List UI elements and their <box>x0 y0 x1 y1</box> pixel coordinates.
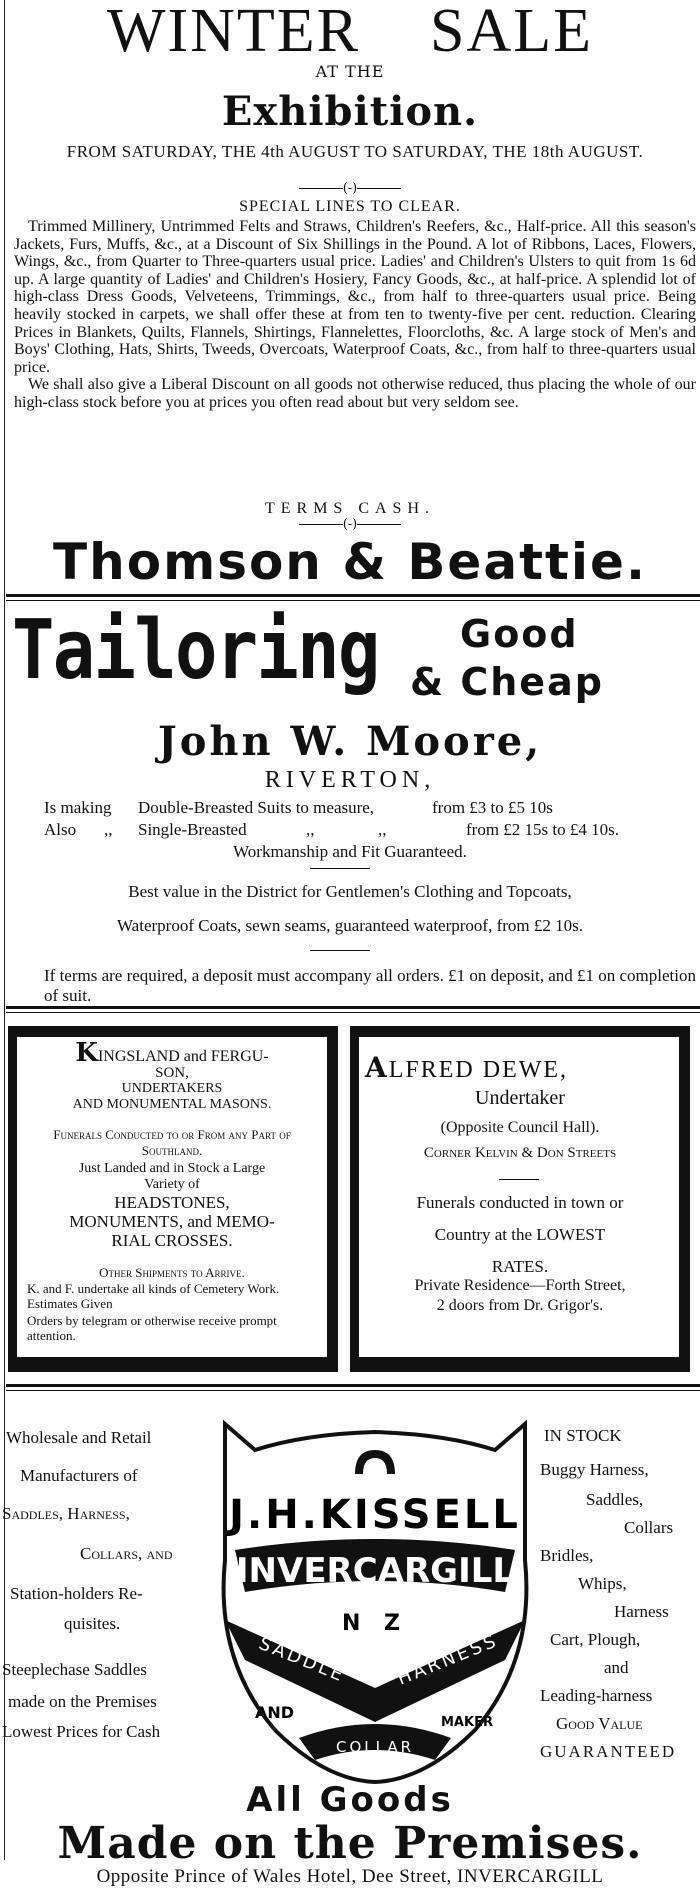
section-rule <box>6 1384 700 1391</box>
dewe-funerals-1: Funerals conducted in town or <box>416 1193 624 1212</box>
tailor-name: John W. Moore, <box>157 718 543 765</box>
divider <box>0 518 700 532</box>
section-rule <box>6 594 700 601</box>
kissell-right-3: Collars <box>624 1518 674 1537</box>
shield-nz: N Z <box>341 1611 409 1636</box>
row2-ditto: ,, <box>306 820 315 839</box>
exhibition-heading: Exhibition. <box>221 88 479 135</box>
kissell-right-6: Harness <box>614 1602 669 1621</box>
kissell-left-3: Collars, and <box>80 1544 173 1563</box>
kissell-left-8: Lowest Prices for Cash <box>2 1722 161 1741</box>
kingsland-undertakers: UNDERTAKERS <box>121 1081 223 1096</box>
kissell-left-0: Wholesale and Retail <box>6 1428 152 1447</box>
kissell-left-6: Steeplechase Saddles <box>2 1660 147 1679</box>
good-label: Good <box>460 612 579 656</box>
row2-ditto: ,, <box>104 820 113 839</box>
dewe-rates: RATES. <box>491 1257 549 1276</box>
short-rule <box>310 950 370 951</box>
dewe-doors: 2 doors from Dr. Grigor's. <box>436 1297 604 1314</box>
kissell-right-8: and <box>604 1658 629 1677</box>
best-value-line-2: Waterproof Coats, sewn seams, guaranteed waterproof, from £2 10s. <box>117 916 583 935</box>
kissell-address: Opposite Prince of Wales Hotel, Dee Street, INVERCARGILL <box>96 1866 604 1887</box>
shield-maker: MAKER <box>441 1715 493 1730</box>
row1-price: from £3 to £5 10s <box>432 798 553 817</box>
kissell-left-4: Station-holders Re- <box>10 1584 143 1603</box>
dewe-funerals-2: Country at the LOWEST <box>434 1225 606 1244</box>
kissell-left-2: Saddles, Harness, <box>2 1504 130 1523</box>
best-value-line-1: Best value in the District for Gentlemen's Clothing and Topcoats, <box>128 882 572 901</box>
kissell-left-1: Manufacturers of <box>20 1466 138 1485</box>
kissell-left-7: made on the Premises <box>8 1692 157 1711</box>
kingsland-headstones: HEADSTONES, <box>114 1193 230 1212</box>
row2-price: from £2 15s to £4 10s. <box>466 820 619 839</box>
sale-body-text: Trimmed Millinery, Untrimmed Felts and Straws, Children's Reefers, &c., Half-price. All this season's Jackets, Furs, Muffs, &c., at a Discount of Six Shillings in the Pound. A lot of Ribbons, Laces, Flowers, Wings, &c., from Quarter to Three-quarters usual price. Ladies' and Children's Ulsters to quit from 1s 6d up. A large quantity of Ladies' and Children's Hosiery, Fancy Goods, &c., at half-price. A splendid lot of high-class Dress Goods, Velveteens, Trimmings, &c., from half to three-quarters usual price. Being heavily stocked in carpets, we shall offer these at from ten to twenty-five per cent. reduction. Clearing Prices in Blankets, Quilts, Flannels, Shirtings, Flannelettes, Floorcloths, &c. A large stock of Men's and Boys' Clothing, Hats, Shirts, Tweeds, Overcoats, Waterproof Coats, &c., from half to three-quarters usual price. <box>14 218 696 376</box>
shield-town: INVERCARGILL <box>235 1551 515 1591</box>
kingsland-line2: SON, <box>155 1065 189 1081</box>
sale-title-winter: WINTER <box>106 0 361 65</box>
kingsland-other: Other Shipments to Arrive. <box>99 1265 245 1280</box>
kingsland-line1: INGSLAND and FERGU- <box>97 1048 269 1065</box>
shield-collar: COLLAR <box>335 1738 415 1756</box>
tailoring-heading: Tailoring <box>12 603 379 698</box>
divider-mark: (-) <box>342 517 358 532</box>
divider-mark: (-) <box>342 181 358 196</box>
kissell-right-11: GUARANTEED <box>540 1742 677 1761</box>
section-rule <box>6 1006 700 1013</box>
kissell-right-4: Bridles, <box>540 1546 594 1565</box>
kissell-right-10: Good Value <box>556 1714 643 1733</box>
kingsland-cemetery: K. and F. undertake all kinds of Cemetery Work. Estimates Given <box>27 1281 280 1311</box>
row2-label: Also <box>44 820 77 839</box>
dewe-name: LFRED DEWE, <box>388 1057 569 1083</box>
tailor-town: RIVERTON, <box>264 767 436 793</box>
kingsland-box <box>16 1036 328 1358</box>
terms-cash: TERMS CASH. <box>264 500 436 517</box>
row2-item: Single-Breasted <box>138 820 247 839</box>
firm-name: Thomson & Beattie. <box>53 533 647 591</box>
kissell-right-0: IN STOCK <box>544 1426 622 1445</box>
dewe-heading <box>365 1051 675 1084</box>
kissell-right-2: Saddles, <box>586 1490 644 1509</box>
row2-ditto: ,, <box>378 820 387 839</box>
shield-name: J.H.KISSELL <box>229 1492 521 1538</box>
kissell-right-9: Leading-harness <box>540 1686 653 1705</box>
kissell-right-7: Cart, Plough, <box>550 1630 641 1649</box>
shield-saddle: SADDLE <box>255 1633 349 1687</box>
special-lines-heading: SPECIAL LINES TO CLEAR. <box>239 198 461 215</box>
dewe-corner: Corner Kelvin & Don Streets <box>423 1145 617 1161</box>
at-the-label: AT THE <box>315 62 385 81</box>
sale-body <box>14 218 696 412</box>
kingsland-initial: K <box>75 1038 98 1068</box>
row1-label: Is making <box>44 798 112 817</box>
dewe-box <box>358 1036 680 1358</box>
kingsland-variety: Variety of <box>144 1177 200 1192</box>
deposit-terms: If terms are required, a deposit must accompany all orders. £1 on deposit, and £1 on completion of suit. <box>44 966 696 1005</box>
sale-dates: FROM SATURDAY, THE 4th AUGUST TO SATURDAY, THE 18th AUGUST. <box>66 142 644 161</box>
row1-item: Double-Breasted Suits to measure, <box>138 798 375 817</box>
short-rule <box>310 868 370 869</box>
sale-title-sale: SALE <box>430 0 594 65</box>
divider <box>0 182 700 196</box>
kingsland-masons: AND MONUMENTAL MASONS. <box>72 1097 272 1112</box>
kingsland-orders: Orders by telegram or otherwise receive prompt attention. <box>27 1313 277 1343</box>
short-rule <box>499 1179 539 1180</box>
sale-discount-text: We shall also give a Liberal Discount on all goods not otherwise reduced, thus placing the whole of our high-class stock before you at prices you often read about but very seldom see. <box>14 376 696 411</box>
workmanship-line: Workmanship and Fit Guaranteed. <box>233 842 467 861</box>
dewe-role: Undertaker <box>475 1087 565 1109</box>
all-goods-heading: All Goods <box>246 1780 454 1820</box>
made-on-premises: Made on the Premises. <box>57 1818 643 1869</box>
kingsland-crosses: RIAL CROSSES. <box>111 1231 233 1250</box>
dewe-initial: A <box>365 1051 389 1084</box>
shield-and: AND <box>255 1703 295 1722</box>
kingsland-heading <box>27 1038 317 1068</box>
kingsland-funerals: Funerals Conducted to or From any Part of Southland. <box>53 1127 291 1158</box>
shield-harness: HARNESS <box>394 1630 502 1690</box>
kissell-shield-logo <box>205 1410 545 1785</box>
kingsland-landed: Just Landed and in Stock a Large <box>78 1161 266 1176</box>
dewe-residence: Private Residence—Forth Street, <box>414 1277 626 1294</box>
sale-title <box>0 0 700 65</box>
kissell-left-5: quisites. <box>64 1614 121 1633</box>
kissell-right-5: Whips, <box>578 1574 627 1593</box>
kissell-right-1: Buggy Harness, <box>540 1460 649 1479</box>
kingsland-monuments: MONUMENTS, and MEMO- <box>69 1212 275 1231</box>
cheap-label: & Cheap <box>410 660 604 704</box>
dewe-opposite: (Opposite Council Hall). <box>440 1119 600 1136</box>
